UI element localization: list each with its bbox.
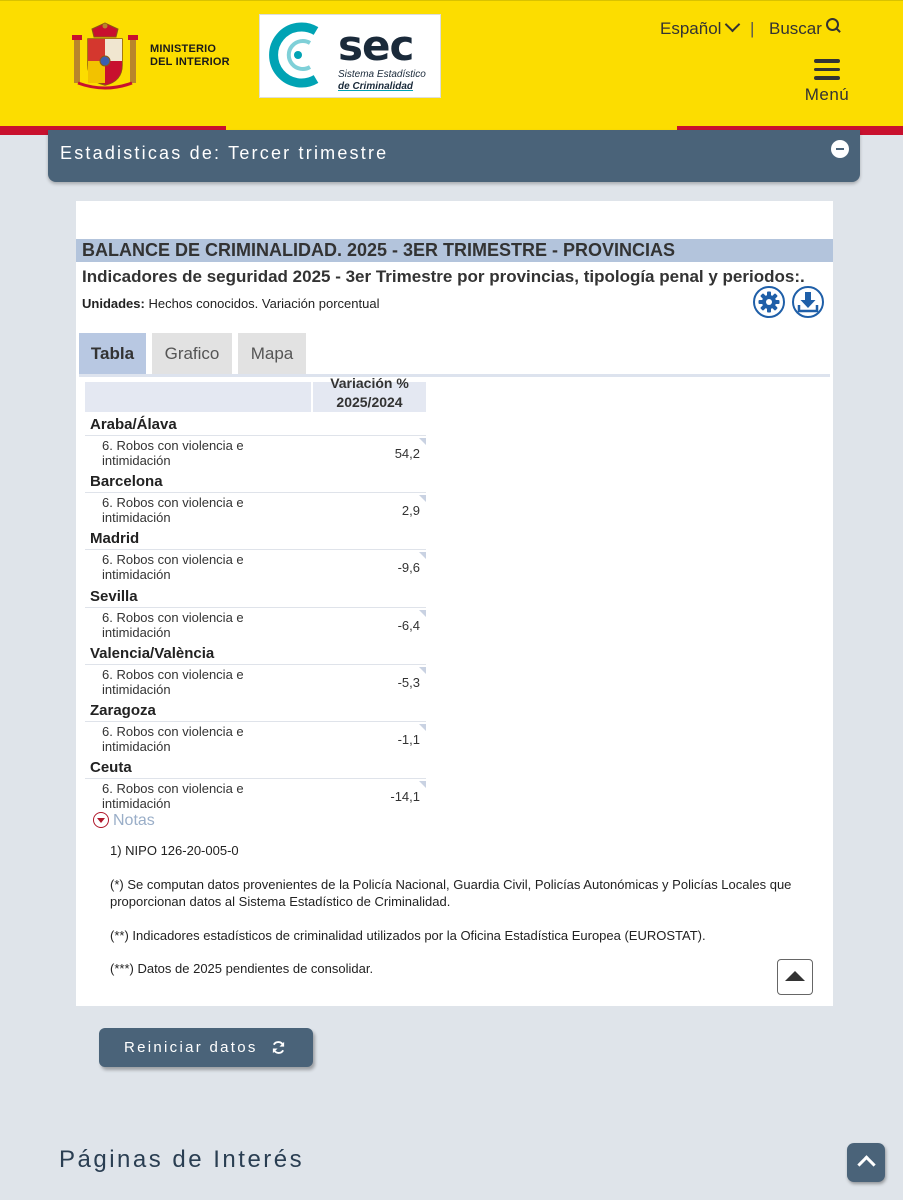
crime-type: 6. Robos con violencia e intimidación (102, 495, 244, 526)
sec-logo-line2: de Criminalidad (338, 81, 414, 92)
tab-mapa[interactable]: Mapa (238, 333, 306, 374)
section-header[interactable] (48, 130, 860, 182)
tabs-divider (79, 374, 830, 377)
ministry-name-line2: DEL INTERIOR (150, 56, 230, 68)
variation-value: -6,4 (397, 617, 420, 633)
language-label: Español (660, 19, 722, 38)
section-title: Estadisticas de: Tercer trimestre (60, 143, 389, 163)
menu-label: Menú (804, 84, 850, 104)
download-icon (796, 290, 820, 314)
table-row (85, 585, 427, 642)
gear-icon (757, 290, 781, 314)
chevron-down-icon (725, 17, 741, 33)
province-name: Zaragoza (90, 701, 156, 719)
hamburger-icon (814, 59, 840, 63)
variation-value: 54,2 (394, 446, 420, 461)
search-link[interactable] (769, 19, 839, 39)
cell-corner-marker (418, 438, 426, 446)
header-line2: 2025/2024 (336, 394, 403, 410)
province-name: Araba/Álava (90, 416, 177, 433)
cell-corner-marker (418, 610, 426, 618)
coat-of-arms-icon (70, 21, 140, 91)
units-label: Unidades: (82, 296, 145, 311)
units-value: Hechos conocidos. Variación porcentual (144, 296, 380, 311)
province-name: Ceuta (90, 759, 132, 777)
ministry-logo[interactable] (70, 21, 240, 93)
report-card (76, 201, 833, 1006)
crime-type: 6. Robos con violencia e intimidación (102, 552, 244, 583)
note-item: (*) Se computan datos provenientes de la Policía Nacional, Guardia Civil, Policías Autonómicas y Policías Locales que proporcionan datos al Sistema Estadístico de Criminalidad. (110, 877, 792, 909)
table-row (85, 527, 427, 584)
expand-notes-icon (93, 812, 109, 828)
note-item: (**) Indicadores estadísticos de criminalidad utilizados por la Oficina Estadística Europea (EUROSTAT). (110, 928, 706, 943)
table-row (85, 699, 427, 756)
interest-pages-heading: Páginas de Interés (59, 1146, 305, 1173)
crime-type: 6. Robos con violencia e intimidación (102, 609, 244, 640)
ministry-name-line1: MINISTERIO (150, 43, 217, 55)
site-header (0, 0, 903, 127)
sec-logo[interactable] (259, 14, 441, 98)
notes-label: Notas (113, 812, 155, 829)
units-line (82, 296, 379, 311)
header-separator: | (750, 19, 755, 38)
province-name: Valencia/València (90, 644, 215, 662)
table-row (85, 642, 427, 699)
download-button[interactable] (792, 286, 824, 318)
language-selector[interactable] (660, 19, 738, 39)
tab-grafico[interactable]: Grafico (152, 333, 232, 374)
province-name: Sevilla (90, 587, 138, 605)
back-to-top-button[interactable] (847, 1143, 885, 1182)
report-subtitle: Indicadores de seguridad 2025 - 3er Trimestre por provincias, tipología penal y periodos:. (82, 267, 805, 286)
cell-corner-marker (418, 781, 426, 789)
report-title: BALANCE DE CRIMINALIDAD. 2025 - 3ER TRIMESTRE - PROVINCIAS (76, 239, 833, 262)
refresh-icon (271, 1040, 286, 1055)
table-row (85, 413, 427, 470)
variation-value: -9,6 (397, 560, 420, 576)
search-label: Buscar (769, 19, 822, 38)
cell-corner-marker (418, 724, 426, 732)
table-header-variation (313, 375, 426, 412)
reset-label: Reiniciar datos (124, 1039, 258, 1056)
province-name: Barcelona (90, 473, 163, 491)
variation-value: 2,9 (401, 503, 420, 519)
variation-value: -5,3 (397, 674, 420, 690)
notes-toggle[interactable] (93, 809, 155, 830)
note-item: (***) Datos de 2025 pendientes de consolidar. (110, 961, 374, 976)
menu-button[interactable] (803, 59, 851, 105)
crime-type: 6. Robos con violencia e intimidación (102, 781, 244, 812)
cell-corner-marker (418, 552, 426, 560)
table-row (85, 756, 427, 813)
province-name: Madrid (90, 530, 140, 548)
table-row (85, 470, 427, 527)
header-line1: Variación % (330, 375, 409, 391)
collapse-icon[interactable] (831, 140, 849, 158)
table-body (85, 413, 427, 813)
reset-data-button[interactable] (99, 1028, 313, 1067)
sec-logo-word: sec (338, 21, 414, 70)
sec-c-logo-icon (264, 17, 334, 93)
cell-corner-marker (418, 495, 426, 503)
crime-type: 6. Robos con violencia e intimidación (102, 723, 244, 754)
data-table[interactable] (85, 375, 427, 812)
sec-logo-line1: Sistema Estadístico (338, 69, 426, 80)
note-item: 1) NIPO 126-20-005-0 (110, 843, 239, 858)
table-header-blank (85, 382, 311, 412)
crime-type: 6. Robos con violencia e intimidación (102, 438, 244, 468)
cell-corner-marker (418, 667, 426, 675)
search-icon (826, 18, 839, 31)
tab-tabla[interactable]: Tabla (79, 333, 146, 374)
scroll-to-top-button[interactable] (777, 959, 813, 995)
variation-value: -14,1 (390, 789, 420, 805)
settings-button[interactable] (753, 286, 785, 318)
variation-value: -1,1 (397, 731, 420, 747)
crime-type: 6. Robos con violencia e intimidación (102, 666, 244, 697)
